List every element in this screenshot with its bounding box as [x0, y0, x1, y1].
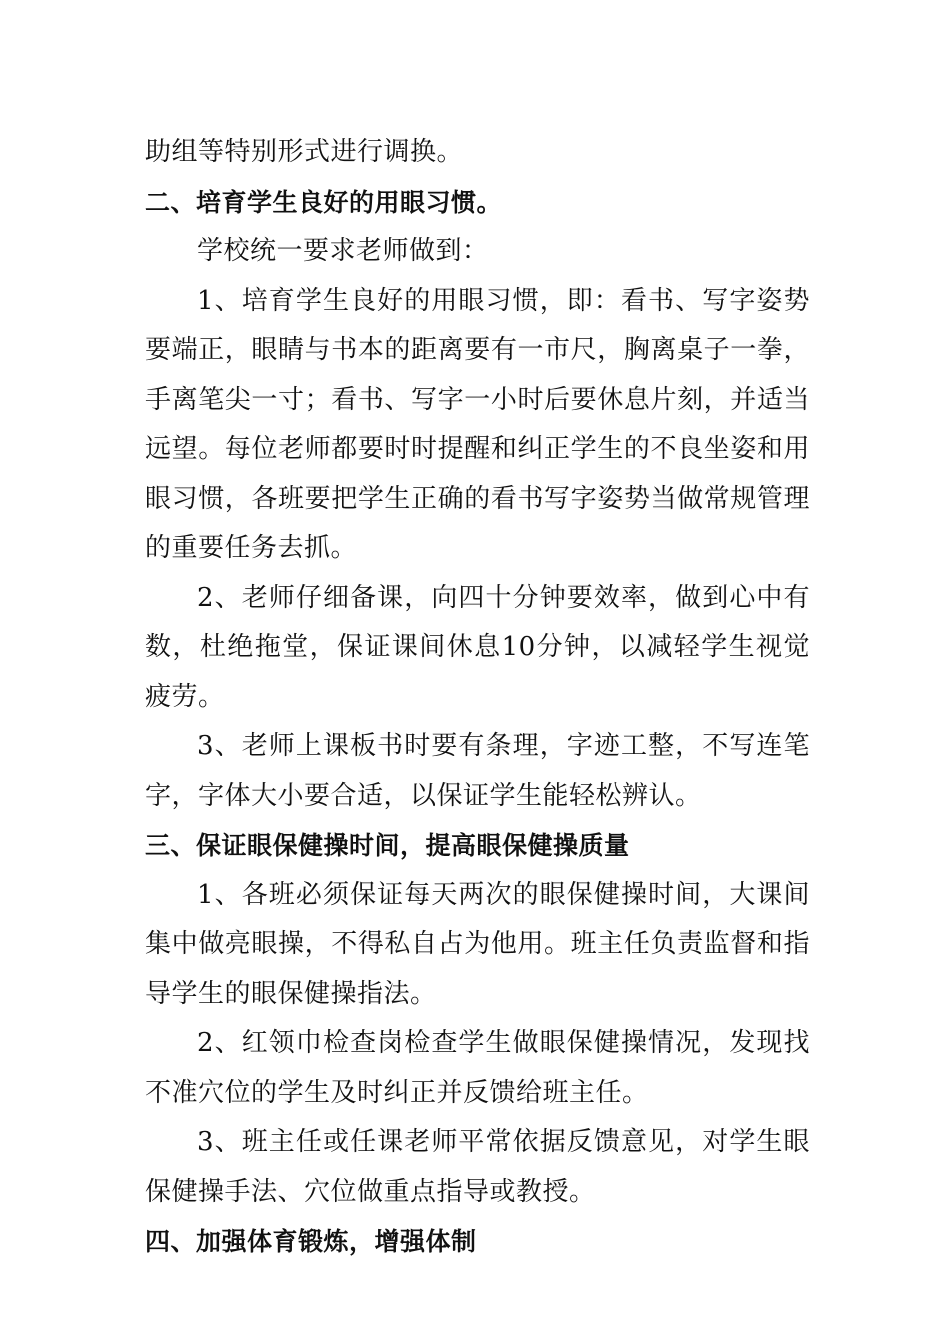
section-heading-3: 三、保证眼保健操时间，提高眼保健操质量: [145, 831, 630, 860]
paragraph-intro: 学校统一要求老师做到：: [197, 236, 489, 266]
section-heading-2: 二、培育学生良好的用眼习惯。: [145, 187, 503, 217]
paragraph-item: 2、红领巾检查岗检查学生做眼保健操情况，发现找不准穴位的学生及时纠正并反馈给班主任。: [145, 1028, 810, 1108]
section-heading-4: 四、加强体育锻炼，增强体制: [145, 1227, 477, 1256]
paragraph-continuation: 助组等特别形式进行调换。: [145, 137, 464, 167]
paragraph-item: 1、各班必须保证每天两次的眼保健操时间，大课间集中做亮眼操，不得私自占为他用。班主任负责监督和指导学生的眼保健操指法。: [145, 879, 810, 1009]
paragraph-item: 1、培育学生良好的用眼习惯，即：看书、写字姿势要端正，眼睛与书本的距离要有一市尺，胸离桌子一拳，手离笔尖一寸；看书、写字一小时后要休息片刻，并适当远望。每位老师都要时时提醒和纠正学生的不良坐姿和用眼习惯，各班要把学生正确的看书写字姿势当做常规管理的重要任务去抓。: [145, 285, 810, 563]
paragraph-item: 3、班主任或任课老师平常依据反馈意见，对学生眼保健操手法、穴位做重点指导或教授。: [145, 1127, 810, 1207]
paragraph-item: 2、老师仔细备课，向四十分钟要效率，做到心中有数，杜绝拖堂，保证课间休息10分钟，以减轻学生视觉疲劳。: [145, 582, 810, 712]
paragraph-item: 3、老师上课板书时要有条理，字迹工整，不写连笔字，字体大小要合适，以保证学生能轻松辨认。: [145, 731, 810, 811]
document-body: [145, 128, 810, 1267]
